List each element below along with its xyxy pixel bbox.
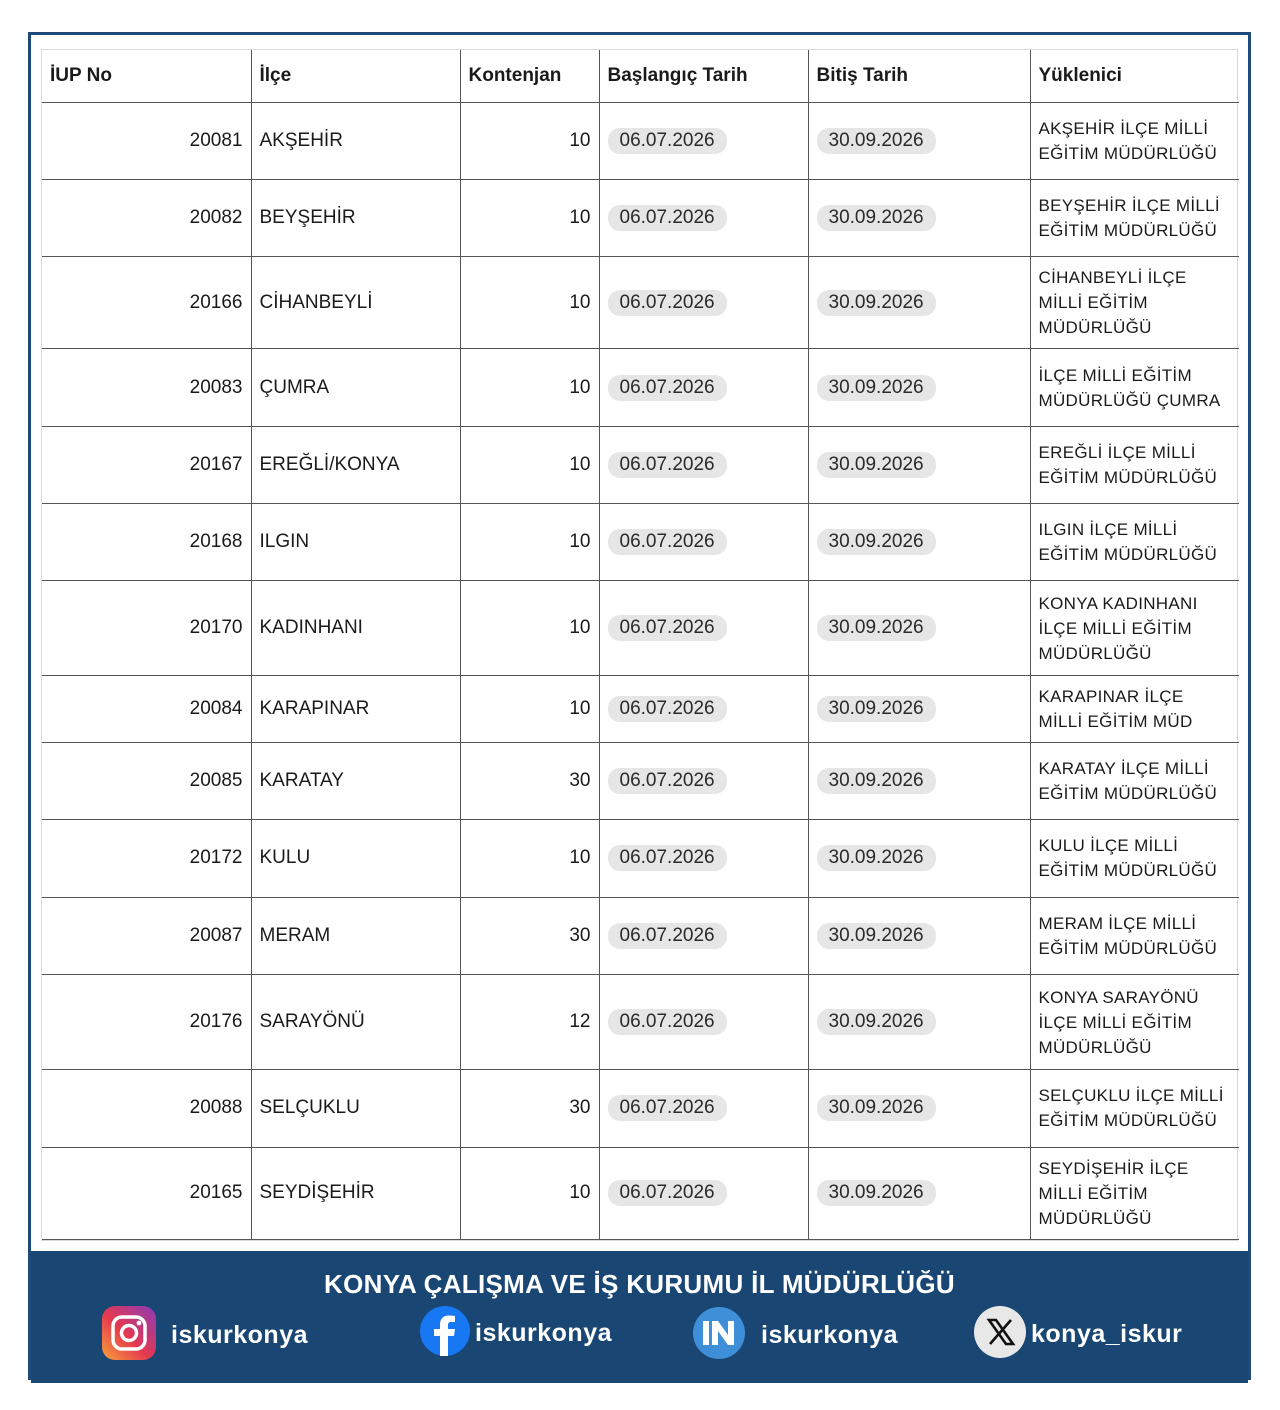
cell-start-date <box>599 426 808 503</box>
header-contractor: Yüklenici <box>1030 50 1239 102</box>
date-pill: 06.07.2026 <box>608 1009 727 1035</box>
cell-end-date <box>808 102 1030 179</box>
cell-kontenjan: 10 <box>460 675 599 742</box>
cell-end-date <box>808 349 1030 426</box>
header-ilce: İlçe <box>251 50 460 102</box>
document-frame <box>28 32 1251 1380</box>
cell-start-date <box>599 974 808 1069</box>
table-header-row <box>42 50 1239 102</box>
date-pill: 06.07.2026 <box>608 529 727 555</box>
date-pill: 06.07.2026 <box>608 1180 727 1206</box>
cell-ilce: KARATAY <box>251 742 460 819</box>
date-pill: 30.09.2026 <box>817 768 936 794</box>
cell-kontenjan: 10 <box>460 820 599 897</box>
cell-iup-no: 20081 <box>42 102 251 179</box>
date-pill: 30.09.2026 <box>817 529 936 555</box>
cell-start-date <box>599 581 808 675</box>
cell-end-date <box>808 426 1030 503</box>
cell-kontenjan: 10 <box>460 1147 599 1239</box>
social-instagram[interactable] <box>101 1305 308 1366</box>
date-pill: 06.07.2026 <box>608 768 727 794</box>
x-handle: konya_iskur <box>1031 1320 1183 1348</box>
cell-iup-no: 20166 <box>42 257 251 349</box>
cell-iup-no: 20084 <box>42 675 251 742</box>
cell-end-date <box>808 897 1030 974</box>
cell-contractor: BEYŞEHİR İLÇE MİLLİ EĞİTİM MÜDÜRLÜĞÜ <box>1030 179 1239 256</box>
header-end-date: Bitiş Tarih <box>808 50 1030 102</box>
cell-iup-no: 20083 <box>42 349 251 426</box>
date-pill: 30.09.2026 <box>817 452 936 478</box>
facebook-handle: iskurkonya <box>475 1319 613 1347</box>
cell-contractor: KULU İLÇE MİLLİ EĞİTİM MÜDÜRLÜĞÜ <box>1030 820 1239 897</box>
cell-iup-no: 20172 <box>42 820 251 897</box>
cell-ilce: ÇUMRA <box>251 349 460 426</box>
table-row <box>42 820 1239 897</box>
table-container <box>41 49 1238 1241</box>
date-pill: 06.07.2026 <box>608 845 727 871</box>
cell-start-date <box>599 257 808 349</box>
cell-end-date <box>808 1147 1030 1239</box>
cell-kontenjan: 30 <box>460 897 599 974</box>
date-pill: 30.09.2026 <box>817 845 936 871</box>
cell-contractor: AKŞEHİR İLÇE MİLLİ EĞİTİM MÜDÜRLÜĞÜ <box>1030 102 1239 179</box>
date-pill: 30.09.2026 <box>817 290 936 316</box>
cell-ilce: SARAYÖNÜ <box>251 974 460 1069</box>
cell-end-date <box>808 257 1030 349</box>
table-row <box>42 1147 1239 1239</box>
cell-iup-no: 20167 <box>42 426 251 503</box>
header-kontenjan: Kontenjan <box>460 50 599 102</box>
facebook-icon <box>419 1305 471 1362</box>
table-row <box>42 581 1239 675</box>
cell-start-date <box>599 179 808 256</box>
date-pill: 06.07.2026 <box>608 128 727 154</box>
footer-banner <box>31 1251 1248 1383</box>
cell-kontenjan: 10 <box>460 504 599 581</box>
cell-ilce: KARAPINAR <box>251 675 460 742</box>
cell-iup-no: 20168 <box>42 504 251 581</box>
cell-kontenjan: 10 <box>460 179 599 256</box>
date-pill: 30.09.2026 <box>817 128 936 154</box>
date-pill: 30.09.2026 <box>817 1095 936 1121</box>
date-pill: 06.07.2026 <box>608 375 727 401</box>
cell-contractor: KARATAY İLÇE MİLLİ EĞİTİM MÜDÜRLÜĞÜ <box>1030 742 1239 819</box>
cell-start-date <box>599 102 808 179</box>
cell-ilce: SEYDİŞEHİR <box>251 1147 460 1239</box>
cell-iup-no: 20176 <box>42 974 251 1069</box>
cell-contractor: KARAPINAR İLÇE MİLLİ EĞİTİM MÜD <box>1030 675 1239 742</box>
cell-start-date <box>599 1147 808 1239</box>
cell-start-date <box>599 675 808 742</box>
cell-contractor: MERAM İLÇE MİLLİ EĞİTİM MÜDÜRLÜĞÜ <box>1030 897 1239 974</box>
table-row <box>42 897 1239 974</box>
date-pill: 06.07.2026 <box>608 1095 727 1121</box>
cell-start-date <box>599 820 808 897</box>
cell-start-date <box>599 742 808 819</box>
date-pill: 30.09.2026 <box>817 923 936 949</box>
internship-table <box>42 50 1239 1240</box>
cell-kontenjan: 30 <box>460 1070 599 1147</box>
cell-start-date <box>599 1070 808 1147</box>
cell-kontenjan: 30 <box>460 742 599 819</box>
cell-contractor: KONYA KADINHANI İLÇE MİLLİ EĞİTİM MÜDÜRLÜĞÜ <box>1030 581 1239 675</box>
nsosyal-handle: iskurkonya <box>761 1321 899 1349</box>
cell-contractor: EREĞLİ İLÇE MİLLİ EĞİTİM MÜDÜRLÜĞÜ <box>1030 426 1239 503</box>
date-pill: 06.07.2026 <box>608 290 727 316</box>
table-row <box>42 349 1239 426</box>
instagram-handle: iskurkonya <box>171 1321 309 1349</box>
table-row <box>42 426 1239 503</box>
cell-ilce: BEYŞEHİR <box>251 179 460 256</box>
header-start-date: Başlangıç Tarih <box>599 50 808 102</box>
social-nsosyal[interactable] <box>689 1305 898 1366</box>
cell-iup-no: 20088 <box>42 1070 251 1147</box>
cell-ilce: SELÇUKLU <box>251 1070 460 1147</box>
table-row <box>42 1070 1239 1147</box>
date-pill: 30.09.2026 <box>817 696 936 722</box>
cell-end-date <box>808 504 1030 581</box>
x-icon <box>973 1305 1027 1364</box>
cell-iup-no: 20087 <box>42 897 251 974</box>
date-pill: 06.07.2026 <box>608 696 727 722</box>
footer-title: KONYA ÇALIŞMA VE İŞ KURUMU İL MÜDÜRLÜĞÜ <box>324 1269 955 1299</box>
cell-ilce: KADINHANI <box>251 581 460 675</box>
table-row <box>42 675 1239 742</box>
table-row <box>42 504 1239 581</box>
date-pill: 30.09.2026 <box>817 205 936 231</box>
table-row <box>42 742 1239 819</box>
cell-start-date <box>599 504 808 581</box>
date-pill: 06.07.2026 <box>608 205 727 231</box>
cell-end-date <box>808 974 1030 1069</box>
date-pill: 06.07.2026 <box>608 615 727 641</box>
cell-start-date <box>599 349 808 426</box>
date-pill: 30.09.2026 <box>817 615 936 641</box>
cell-ilce: MERAM <box>251 897 460 974</box>
cell-kontenjan: 10 <box>460 102 599 179</box>
date-pill: 30.09.2026 <box>817 1009 936 1035</box>
nsosyal-icon <box>689 1305 749 1366</box>
cell-end-date <box>808 820 1030 897</box>
date-pill: 30.09.2026 <box>817 1180 936 1206</box>
cell-ilce: AKŞEHİR <box>251 102 460 179</box>
social-facebook[interactable] <box>419 1305 612 1362</box>
cell-ilce: KULU <box>251 820 460 897</box>
cell-end-date <box>808 179 1030 256</box>
cell-end-date <box>808 1070 1030 1147</box>
table-row <box>42 179 1239 256</box>
cell-iup-no: 20085 <box>42 742 251 819</box>
cell-start-date <box>599 897 808 974</box>
table-row <box>42 102 1239 179</box>
table-row <box>42 257 1239 349</box>
cell-iup-no: 20165 <box>42 1147 251 1239</box>
cell-contractor: İLÇE MİLLİ EĞİTİM MÜDÜRLÜĞÜ ÇUMRA <box>1030 349 1239 426</box>
cell-contractor: SEYDİŞEHİR İLÇE MİLLİ EĞİTİM MÜDÜRLÜĞÜ <box>1030 1147 1239 1239</box>
date-pill: 06.07.2026 <box>608 452 727 478</box>
cell-end-date <box>808 742 1030 819</box>
instagram-icon <box>101 1305 157 1366</box>
cell-kontenjan: 12 <box>460 974 599 1069</box>
cell-end-date <box>808 675 1030 742</box>
cell-kontenjan: 10 <box>460 426 599 503</box>
social-x[interactable] <box>973 1305 1182 1364</box>
cell-end-date <box>808 581 1030 675</box>
cell-kontenjan: 10 <box>460 349 599 426</box>
cell-ilce: EREĞLİ/KONYA <box>251 426 460 503</box>
cell-iup-no: 20082 <box>42 179 251 256</box>
date-pill: 30.09.2026 <box>817 375 936 401</box>
cell-iup-no: 20170 <box>42 581 251 675</box>
date-pill: 06.07.2026 <box>608 923 727 949</box>
cell-contractor: KONYA SARAYÖNÜ İLÇE MİLLİ EĞİTİM MÜDÜRLÜĞÜ <box>1030 974 1239 1069</box>
table-row <box>42 974 1239 1069</box>
cell-kontenjan: 10 <box>460 581 599 675</box>
cell-contractor: SELÇUKLU İLÇE MİLLİ EĞİTİM MÜDÜRLÜĞÜ <box>1030 1070 1239 1147</box>
cell-contractor: ILGIN İLÇE MİLLİ EĞİTİM MÜDÜRLÜĞÜ <box>1030 504 1239 581</box>
cell-contractor: CİHANBEYLİ İLÇE MİLLİ EĞİTİM MÜDÜRLÜĞÜ <box>1030 257 1239 349</box>
cell-ilce: CİHANBEYLİ <box>251 257 460 349</box>
header-iup-no: İUP No <box>42 50 251 102</box>
cell-ilce: ILGIN <box>251 504 460 581</box>
cell-kontenjan: 10 <box>460 257 599 349</box>
